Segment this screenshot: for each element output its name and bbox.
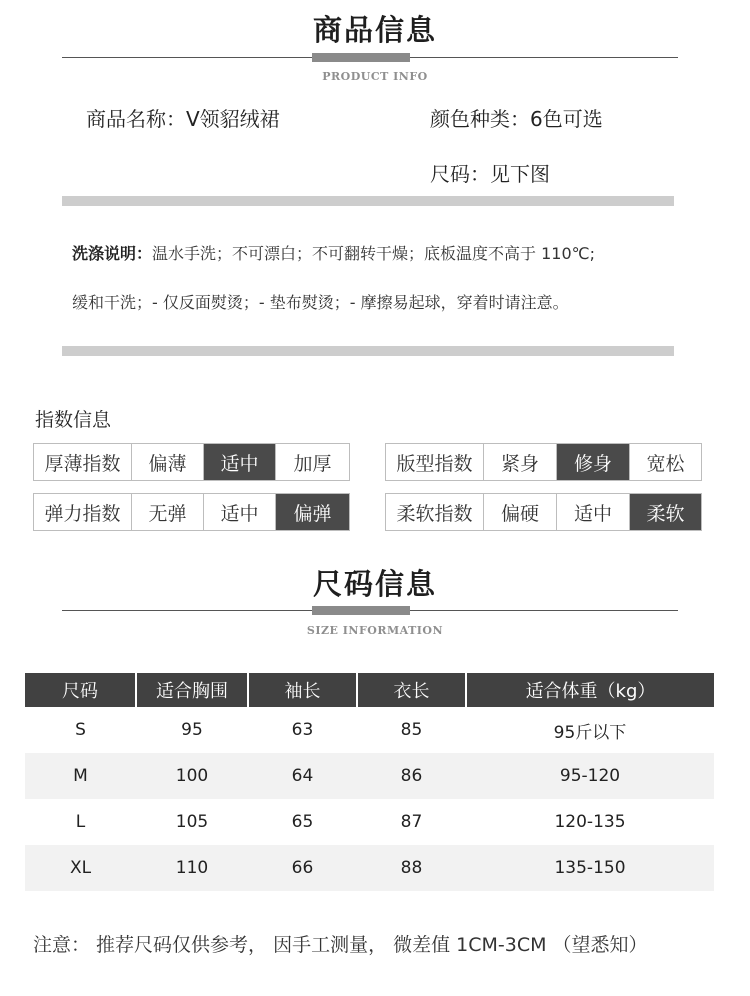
size-table [25, 673, 714, 891]
table-row [25, 753, 714, 799]
wash-label: 洗涤说明： [72, 244, 153, 263]
cell-sleeve: 66 [248, 845, 357, 891]
index-row-elasticity [33, 493, 350, 531]
index-row-thickness [33, 443, 350, 481]
product-title-accent-bar [312, 53, 410, 62]
cell-sleeve: 64 [248, 753, 357, 799]
wash-text-1: 温水手洗；不可漂白；不可翻转干燥；底板温度不高于 110℃; [152, 244, 596, 263]
cell-bust: 105 [175, 812, 209, 832]
index-option-thick: 加厚 [275, 444, 349, 480]
divider-bar-bottom [62, 346, 674, 356]
cell-weight: 120-135 [554, 812, 626, 832]
index-option-no-stretch: 无弹 [131, 494, 203, 530]
header-bust: 适合胸围 [136, 673, 248, 707]
index-label-softness: 柔软指数 [396, 502, 473, 525]
index-row-softness [385, 493, 702, 531]
cell-bust: 110 [136, 845, 248, 891]
cell-weight: 135-150 [466, 845, 714, 891]
cell-weight: 95斤以下 [553, 722, 627, 743]
size-info-title: 尺码信息 [312, 567, 437, 601]
index-option-hard: 偏硬 [483, 494, 556, 530]
cell-length: 85 [400, 720, 423, 740]
index-row-fit [385, 443, 702, 481]
cell-length: 88 [357, 845, 466, 891]
wash-instructions-line-1 [72, 241, 595, 264]
index-option-slim-selected: 修身 [556, 444, 629, 480]
cell-sleeve: 65 [291, 812, 314, 832]
size-table-header [25, 673, 714, 707]
measurement-note: 注意： 推荐尺码仅供参考， 因手工测量， 微差值 1CM-3CM （望悉知） [33, 934, 648, 956]
divider-bar-top [62, 196, 674, 206]
header-sleeve: 袖长 [248, 673, 357, 707]
product-size: 尺码：见下图 [430, 162, 550, 186]
cell-size: S [75, 720, 86, 740]
cell-length: 86 [357, 753, 466, 799]
cell-size: XL [25, 845, 136, 891]
table-row [25, 799, 714, 845]
index-label-fit: 版型指数 [396, 452, 473, 475]
size-info-subtitle: SIZE INFORMATION [306, 624, 444, 637]
cell-bust: 100 [136, 753, 248, 799]
product-info-subtitle: PRODUCT INFO [322, 70, 428, 83]
size-title-accent-bar [312, 606, 410, 615]
cell-length: 87 [400, 812, 423, 832]
cell-weight: 95-120 [466, 753, 714, 799]
index-info-title: 指数信息 [35, 409, 112, 431]
product-name: 商品名称：V领貂绒裙 [86, 107, 280, 131]
cell-size: L [75, 812, 86, 832]
header-length: 衣长 [357, 673, 466, 707]
table-row [25, 707, 714, 753]
cell-bust: 95 [181, 720, 203, 740]
product-info-title: 商品信息 [312, 13, 437, 47]
index-label-thickness: 厚薄指数 [44, 452, 121, 475]
index-option-thin: 偏薄 [131, 444, 203, 480]
header-weight: 适合体重（kg） [466, 673, 714, 707]
index-option-medium-stretch: 适中 [203, 494, 275, 530]
cell-size: M [25, 753, 136, 799]
product-colors: 颜色种类：6色可选 [430, 107, 603, 131]
index-label-elasticity: 弹力指数 [44, 502, 121, 525]
index-option-medium-soft: 适中 [556, 494, 629, 530]
wash-instructions-line-2: 缓和干洗；- 仅反面熨烫；- 垫布熨烫；- 摩擦易起球，穿着时请注意。 [72, 293, 569, 312]
index-option-loose: 宽松 [629, 444, 701, 480]
cell-sleeve: 63 [291, 720, 314, 740]
index-option-soft-selected: 柔软 [629, 494, 701, 530]
index-option-medium-selected: 适中 [203, 444, 275, 480]
index-option-tight: 紧身 [483, 444, 556, 480]
table-row [25, 845, 714, 891]
index-option-stretchy-selected: 偏弹 [275, 494, 349, 530]
header-size: 尺码 [25, 673, 136, 707]
